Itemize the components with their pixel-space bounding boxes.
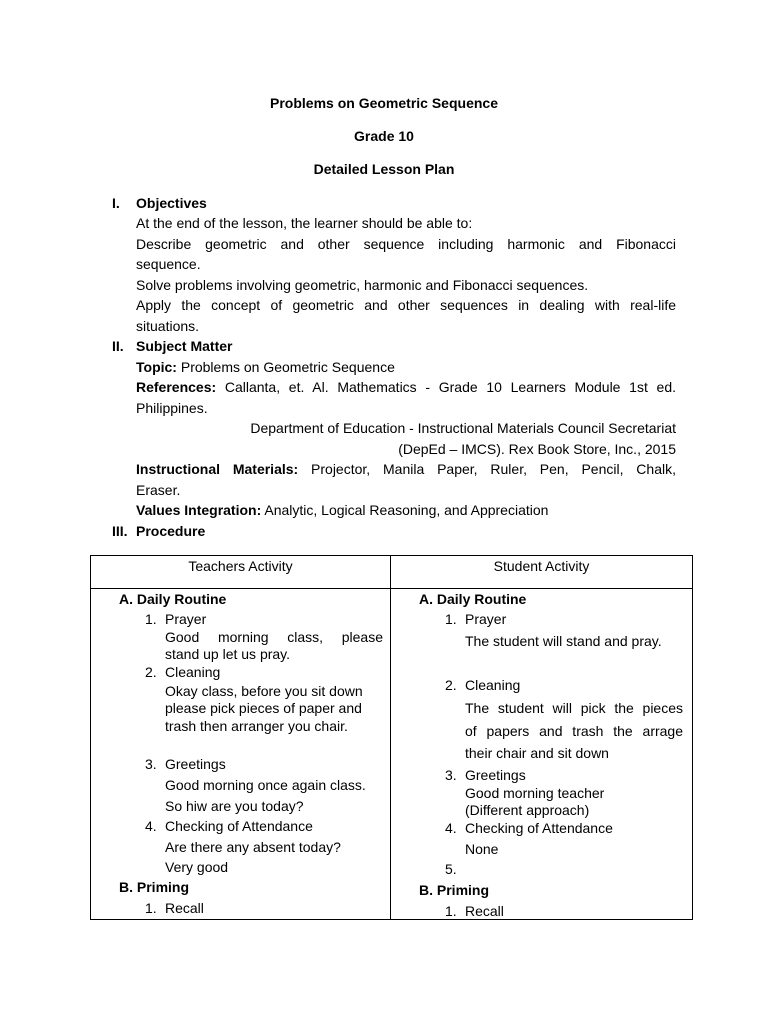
topic-line xyxy=(136,357,676,378)
student-daily-routine: A. Daily Routine xyxy=(419,591,527,607)
student-cleaning-text-1: The student will pick the pieces xyxy=(465,700,683,716)
list-number: 3. xyxy=(145,756,157,772)
values-line xyxy=(136,500,676,521)
topic-value: Problems on Geometric Sequence xyxy=(176,359,395,375)
section-number: I. xyxy=(112,195,120,211)
teacher-activity-cell xyxy=(91,589,391,920)
materials-label: Instructional Materials: xyxy=(136,461,299,477)
references-line-4: (DepEd – IMCS). Rex Book Store, Inc., 2015 xyxy=(398,441,676,457)
student-attendance: Checking of Attendance xyxy=(465,820,613,836)
teacher-cleaning-text-1: Okay class, before you sit down xyxy=(165,683,363,699)
student-priming: B. Priming xyxy=(419,882,490,898)
student-cleaning-text-2: of papers and trash the arrage xyxy=(465,723,683,739)
student-recall: Recall xyxy=(465,903,504,919)
teacher-greetings-text-2: So hiw are you today? xyxy=(165,798,304,814)
list-number: 3. xyxy=(445,767,457,783)
materials-value: Projector, Manila Paper, Ruler, Pen, Pencil, Chalk, xyxy=(298,461,676,477)
references-value: Callanta, et. Al. Mathematics - Grade 10 Learners Module 1st ed. xyxy=(216,379,676,395)
teacher-prayer-text-2: stand up let us pray. xyxy=(165,646,291,662)
objective-1-line-2: sequence. xyxy=(136,256,201,272)
materials-line-2: Eraser. xyxy=(136,482,181,498)
student-prayer-text: The student will stand and pray. xyxy=(465,633,662,649)
student-activity-cell xyxy=(391,589,693,920)
teacher-column-header: Teachers Activity xyxy=(91,556,391,589)
section-number: III. xyxy=(112,523,128,539)
objective-2: Solve problems involving geometric, harmonic and Fibonacci sequences. xyxy=(136,277,589,293)
teacher-attendance: Checking of Attendance xyxy=(165,818,313,834)
list-number: 1. xyxy=(445,611,457,627)
list-number: 1. xyxy=(145,611,157,627)
teacher-prayer: Prayer xyxy=(165,611,207,627)
student-greetings-text-1: Good morning teacher xyxy=(465,785,605,801)
section-number: II. xyxy=(112,338,124,354)
teacher-attendance-text-2: Very good xyxy=(165,859,229,875)
list-number: 4. xyxy=(445,820,457,836)
objective-1-line-1: Describe geometric and other sequence including harmonic and Fibonacci xyxy=(136,236,676,252)
list-number: 2. xyxy=(145,664,157,680)
topic-label: Topic: xyxy=(136,359,177,375)
objective-3-line-1: Apply the concept of geometric and other sequences in dealing with real-life xyxy=(136,297,676,313)
document-title: Problems on Geometric Sequence xyxy=(270,95,498,111)
objectives-intro: At the end of the lesson, the learner should be able to: xyxy=(136,215,473,231)
teacher-greetings: Greetings xyxy=(165,756,226,772)
section-objectives-heading xyxy=(112,195,207,211)
plan-title: Detailed Lesson Plan xyxy=(313,161,455,177)
objective-3-line-2: situations. xyxy=(136,318,200,334)
student-cleaning: Cleaning xyxy=(465,677,521,693)
list-number: 1. xyxy=(145,900,157,916)
references-line-3: Department of Education - Instructional Materials Council Secretariat xyxy=(250,420,676,436)
references-line xyxy=(136,377,676,398)
procedure-table xyxy=(90,555,693,920)
references-label: References: xyxy=(136,379,217,395)
references-line-2: Philippines. xyxy=(136,400,208,416)
student-greetings-text-2: (Different approach) xyxy=(465,802,590,818)
section-procedure-heading xyxy=(112,523,205,539)
student-cleaning-text-3: their chair and sit down xyxy=(465,745,609,761)
list-number: 5. xyxy=(445,861,457,877)
values-label: Values Integration: xyxy=(136,502,262,518)
student-prayer: Prayer xyxy=(465,611,507,627)
teacher-recall: Recall xyxy=(165,900,204,916)
teacher-attendance-text-1: Are there any absent today? xyxy=(165,839,341,855)
values-value: Analytic, Logical Reasoning, and Appreciation xyxy=(261,502,549,518)
teacher-priming: B. Priming xyxy=(119,879,190,895)
section-title: Subject Matter xyxy=(136,338,233,354)
teacher-cleaning: Cleaning xyxy=(165,664,221,680)
list-number: 4. xyxy=(145,818,157,834)
grade-label: Grade 10 xyxy=(354,128,414,144)
section-subject-heading xyxy=(112,338,232,354)
section-title: Objectives xyxy=(136,195,207,211)
teacher-cleaning-text-2: please pick pieces of paper and xyxy=(165,700,362,716)
section-title: Procedure xyxy=(136,523,206,539)
student-attendance-text: None xyxy=(465,841,499,857)
teacher-greetings-text-1: Good morning once again class. xyxy=(165,777,366,793)
teacher-prayer-text: Good morning class, please xyxy=(165,629,383,645)
materials-line xyxy=(136,459,676,480)
teacher-cleaning-text-3: trash then arranger you chair. xyxy=(165,718,348,734)
teacher-daily-routine: A. Daily Routine xyxy=(119,591,227,607)
list-number: 2. xyxy=(445,677,457,693)
list-number: 1. xyxy=(445,903,457,919)
student-column-header: Student Activity xyxy=(391,556,693,589)
student-greetings: Greetings xyxy=(465,767,526,783)
